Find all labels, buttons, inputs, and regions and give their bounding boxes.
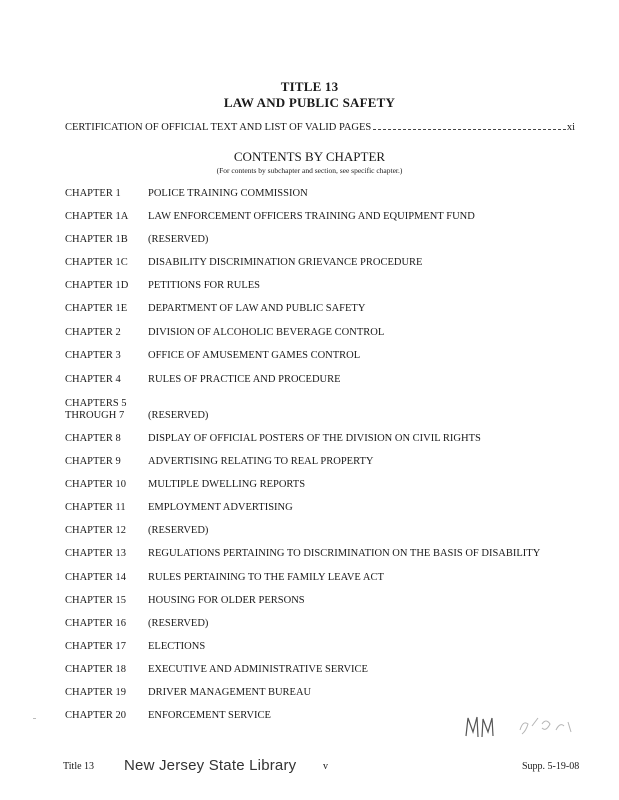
page-number: v [323, 761, 328, 772]
chapter-number: CHAPTER 3 [65, 350, 121, 361]
chapter-number: CHAPTER 10 [65, 479, 126, 490]
chapter-number: CHAPTER 12 [65, 525, 126, 536]
chapter-name: REGULATIONS PERTAINING TO DISCRIMINATION ON THE BASIS OF DISABILITY [148, 548, 541, 559]
chapter-name: LAW ENFORCEMENT OFFICERS TRAINING AND EQUIPMENT FUND [148, 211, 475, 222]
chapter-name: RULES PERTAINING TO THE FAMILY LEAVE ACT [148, 572, 384, 583]
chapter-number: CHAPTER 20 [65, 710, 126, 721]
chapter-number: CHAPTER 18 [65, 664, 126, 675]
scan-speck [33, 718, 36, 719]
chapter-name: PETITIONS FOR RULES [148, 280, 261, 291]
chapter-name: (RESERVED) [148, 525, 209, 536]
chapter-number: CHAPTER 2 [65, 327, 121, 338]
chapter-name: (RESERVED) [148, 410, 209, 421]
chapter-name: ADVERTISING RELATING TO REAL PROPERTY [148, 456, 374, 467]
chapter-number: CHAPTER 9 [65, 456, 121, 467]
chapter-number: CHAPTER 1B [65, 234, 128, 245]
chapter-number: CHAPTER 19 [65, 687, 126, 698]
chapter-number: CHAPTER 8 [65, 433, 121, 444]
chapter-number: CHAPTER 1E [65, 303, 128, 314]
chapter-name: DISABILITY DISCRIMINATION GRIEVANCE PROCEDURE [148, 257, 423, 268]
chapter-name: ELECTIONS [148, 641, 206, 652]
chapter-name: (RESERVED) [148, 234, 209, 245]
handwritten-initials-stamp-icon [462, 710, 582, 744]
chapter-name: ENFORCEMENT SERVICE [148, 710, 271, 721]
chapter-name: DISPLAY OF OFFICIAL POSTERS OF THE DIVISION ON CIVIL RIGHTS [148, 433, 481, 444]
certification-text: CERTIFICATION OF OFFICIAL TEXT AND LIST OF VALID PAGES [65, 122, 372, 133]
chapter-name: DIVISION OF ALCOHOLIC BEVERAGE CONTROL [148, 327, 385, 338]
chapter-number: CHAPTER 1A [65, 211, 129, 222]
chapter-name: DEPARTMENT OF LAW AND PUBLIC SAFETY [148, 303, 366, 314]
chapter-number: CHAPTER 16 [65, 618, 126, 629]
chapter-name: POLICE TRAINING COMMISSION [148, 188, 308, 199]
chapter-name: RULES OF PRACTICE AND PROCEDURE [148, 374, 341, 385]
chapter-number: CHAPTER 4 [65, 374, 121, 385]
chapter-name: OFFICE OF AMUSEMENT GAMES CONTROL [148, 350, 361, 361]
chapter-name: (RESERVED) [148, 618, 209, 629]
chapter-number: CHAPTER 1C [65, 257, 128, 268]
contents-subheading: (For contents by subchapter and section, see specific chapter.) [216, 166, 403, 175]
chapter-number: CHAPTER 15 [65, 595, 126, 606]
chapter-number: CHAPTER 14 [65, 572, 126, 583]
chapter-name: MULTIPLE DWELLING REPORTS [148, 479, 306, 490]
chapter-number: CHAPTER 11 [65, 502, 126, 513]
certification-page: xi [566, 122, 575, 133]
title-number: TITLE 13 [280, 79, 339, 94]
footer-title: Title 13 [63, 761, 95, 772]
chapter-number: CHAPTER 1 [65, 188, 121, 199]
library-watermark: New Jersey State Library [124, 757, 297, 774]
chapter-number: CHAPTERS 5 THROUGH 7 [65, 398, 127, 421]
title-name: LAW AND PUBLIC SAFETY [223, 95, 396, 110]
chapter-name: HOUSING FOR OLDER PERSONS [148, 595, 305, 606]
contents-heading: CONTENTS BY CHAPTER [233, 149, 386, 164]
chapter-name: EXECUTIVE AND ADMINISTRATIVE SERVICE [148, 664, 368, 675]
chapter-name: EMPLOYMENT ADVERTISING [148, 502, 293, 513]
supplement-date: Supp. 5-19-08 [522, 761, 580, 772]
chapter-name: DRIVER MANAGEMENT BUREAU [148, 687, 312, 698]
chapter-number: CHAPTER 13 [65, 548, 126, 559]
chapter-number: CHAPTER 1D [65, 280, 129, 291]
chapter-number: CHAPTER 17 [65, 641, 126, 652]
